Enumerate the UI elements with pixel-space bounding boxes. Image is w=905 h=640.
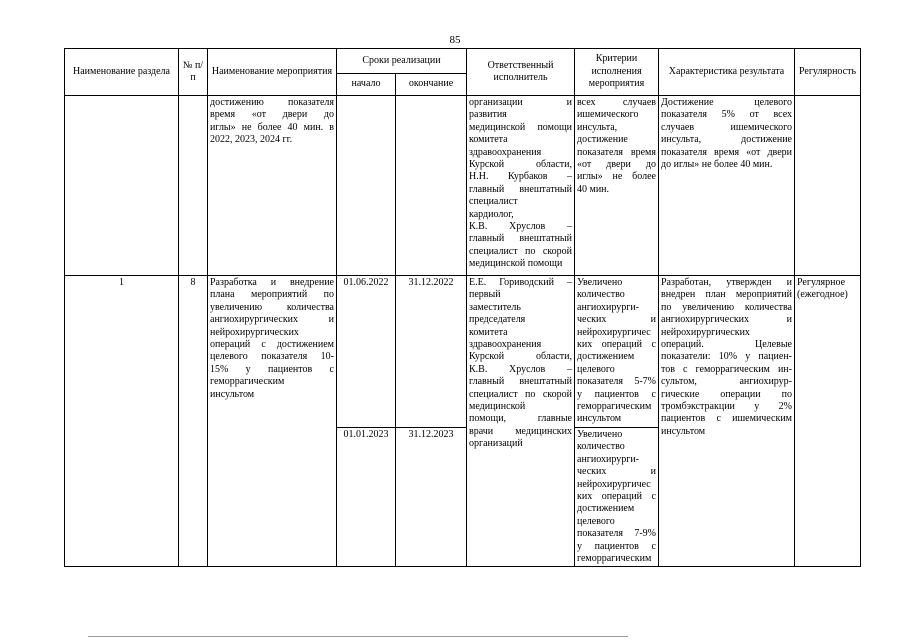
header-criteria: Критерии исполнения мероприятия <box>575 49 659 96</box>
text-line: показателя 7-9% <box>577 528 656 540</box>
text-line: достижением <box>577 351 635 363</box>
text-line: иглы» не более <box>577 171 656 183</box>
text-line: достижению показателя <box>210 97 334 108</box>
text-line: нейрохирургических <box>210 326 299 338</box>
text-line: количество <box>577 289 625 301</box>
text-line: инсультом <box>210 388 255 400</box>
text-line: развития <box>469 109 507 121</box>
text-line: нейрохирургичес <box>577 326 651 338</box>
text-line: медицинской <box>469 401 526 413</box>
text-line: иглы» не более 40 мин. в <box>210 121 334 133</box>
cont-end-cell <box>396 96 467 276</box>
text-line: сультом, ангиохирур- <box>661 376 792 388</box>
cont-number-cell <box>179 96 208 276</box>
text-line: комитета <box>469 134 508 146</box>
text-line: «от двери до <box>577 159 656 171</box>
text-line: время «от двери до <box>210 109 334 121</box>
text-line: инсультом <box>577 413 622 425</box>
text-line: у пациентов с <box>577 388 656 400</box>
text-line: ких операций с <box>577 490 656 502</box>
text-line: тов с геморрагическим ин- <box>661 363 792 375</box>
table-row-event-8 <box>65 276 861 428</box>
text-line: геморрагическим <box>210 376 285 388</box>
result-cell <box>659 276 795 567</box>
text-line: К.В. Хруслов – <box>469 221 572 233</box>
text-line: кардиолог, <box>469 208 514 220</box>
text-line: (ежегодное) <box>797 289 848 301</box>
text-line: инсульта, достижение <box>661 134 792 146</box>
text-line: заместитель <box>469 301 521 313</box>
cont-start-cell <box>337 96 396 276</box>
text-line: ишемического <box>577 109 639 121</box>
header-event: Наименование мероприятия <box>208 49 337 96</box>
text-line: медицинской помощи <box>469 258 563 270</box>
cont-result-cell <box>659 96 795 276</box>
text-line: у пациентов с <box>577 540 656 552</box>
text-line: здравоохранения <box>469 146 542 158</box>
text-line: Курской области, <box>469 159 572 171</box>
text-line: достижение <box>577 134 628 146</box>
text-line: врачи медицинских <box>469 425 572 437</box>
text-line: Разработка и внедрение <box>210 277 334 288</box>
text-line: медицинской помощи <box>469 121 572 133</box>
table-row-continuation <box>65 96 861 276</box>
page-number: 85 <box>449 34 461 46</box>
text-line: целевого <box>577 515 615 527</box>
text-line: специалист по скорой <box>469 245 572 257</box>
text-line: Увеличено <box>577 277 623 288</box>
text-line: Курской области, <box>469 351 572 363</box>
text-line: главный внештатный <box>469 376 572 388</box>
text-line: внедрен план мероприятий <box>661 289 792 301</box>
text-line: Достижение целевого <box>661 97 792 108</box>
text-line: ангиохирурги- <box>577 301 639 313</box>
text-line: инсульта, <box>577 121 618 133</box>
header-end: окончание <box>396 74 467 96</box>
text-line: гические операции по <box>661 388 792 400</box>
text-line: ангиохирурги- <box>577 453 639 465</box>
text-line: 40 мин. <box>577 183 610 195</box>
text-line: геморрагическим <box>577 401 652 413</box>
text-line: специалист по скорой <box>469 388 572 400</box>
header-responsible: Ответственный исполнитель <box>467 49 575 96</box>
text-line: ких операций с <box>577 339 656 351</box>
text-line: главный внештатный <box>469 183 572 195</box>
period-2-end: 31.12.2023 <box>396 427 467 566</box>
text-line: геморрагическим <box>577 552 652 564</box>
cont-criteria-cell <box>575 96 659 276</box>
cont-section-cell <box>65 96 179 276</box>
header-section: Наименование раздела <box>65 49 179 96</box>
text-line: показателя 5-7% <box>577 376 656 388</box>
header-number: № п/п <box>179 49 208 96</box>
item-number-cell: 8 <box>179 276 208 567</box>
text-line: показателя время <box>577 146 656 158</box>
text-line: всех случаев <box>577 97 656 108</box>
cont-regularity-cell <box>795 96 861 276</box>
period-2-start: 01.01.2023 <box>337 427 396 566</box>
cont-responsible-cell <box>467 96 575 276</box>
responsible-cell <box>467 276 575 567</box>
event-name-cell <box>208 276 337 567</box>
text-line: показатели: 10% у пациен- <box>661 351 792 363</box>
period-2-criteria <box>575 427 659 566</box>
text-line: тромбэкстракции у 2% <box>661 401 792 413</box>
period-1-start: 01.06.2022 <box>337 276 396 428</box>
scan-edge-line <box>88 636 628 637</box>
text-line: количество <box>577 441 625 453</box>
text-line: случаев ишемического <box>661 121 792 133</box>
text-line: целевого показателя 10- <box>210 351 334 363</box>
text-line: до иглы» не более 40 мин. <box>661 159 773 171</box>
text-line: Регулярное <box>797 277 846 288</box>
text-line: по увеличению количества <box>661 301 792 313</box>
regularity-cell <box>795 276 861 567</box>
text-line: ческих и <box>577 314 656 326</box>
text-line: операций с достижением <box>210 339 334 351</box>
text-line: целевого <box>577 363 615 375</box>
header-start: начало <box>337 74 396 96</box>
text-line: Е.Е. Гориводский – <box>469 277 572 288</box>
text-line: Увеличено <box>577 428 623 440</box>
text-line: главный внештатный <box>469 233 572 245</box>
text-line: ческих и <box>577 466 656 478</box>
text-line: пациентов с ишемическим <box>661 413 792 425</box>
text-line: Разработан, утвержден и <box>661 277 792 288</box>
text-line: ангиохирургических и <box>210 314 334 326</box>
cont-event-cell <box>208 96 337 276</box>
text-line: инсультом <box>661 425 706 437</box>
text-line: ангиохирургических и <box>661 314 792 326</box>
text-line: 15% у пациентов с <box>210 363 334 375</box>
text-line: 2022, 2023, 2024 гг. <box>210 134 293 146</box>
text-line: нейрохирургических <box>661 326 750 338</box>
text-line: достижением <box>577 503 635 515</box>
text-line: здравоохранения <box>469 339 542 351</box>
header-result: Характеристика результата <box>659 49 795 96</box>
period-1-end: 31.12.2022 <box>396 276 467 428</box>
text-line: Н.Н. Курбаков – <box>469 171 572 183</box>
text-line: председателя <box>469 314 526 326</box>
text-line: показателя время «от двери <box>661 146 792 158</box>
text-line: увеличению количества <box>210 301 334 313</box>
text-line: нейрохирургичес <box>577 478 651 490</box>
events-table <box>64 48 861 567</box>
text-line: помощи, главные <box>469 413 572 425</box>
header-regularity: Регулярность <box>795 49 861 96</box>
text-line: комитета <box>469 326 508 338</box>
period-1-criteria <box>575 276 659 428</box>
text-line: показателя 5% от всех <box>661 109 792 121</box>
text-line: первый <box>469 289 501 301</box>
text-line: специалист <box>469 196 518 208</box>
text-line: операций. Целевые <box>661 339 792 351</box>
text-line: организации и <box>469 97 572 108</box>
text-line: организаций <box>469 438 523 450</box>
section-number-cell: 1 <box>65 276 179 567</box>
header-terms: Сроки реализации <box>337 49 467 74</box>
text-line: К.В. Хруслов – <box>469 363 572 375</box>
text-line: плана мероприятий по <box>210 289 334 301</box>
